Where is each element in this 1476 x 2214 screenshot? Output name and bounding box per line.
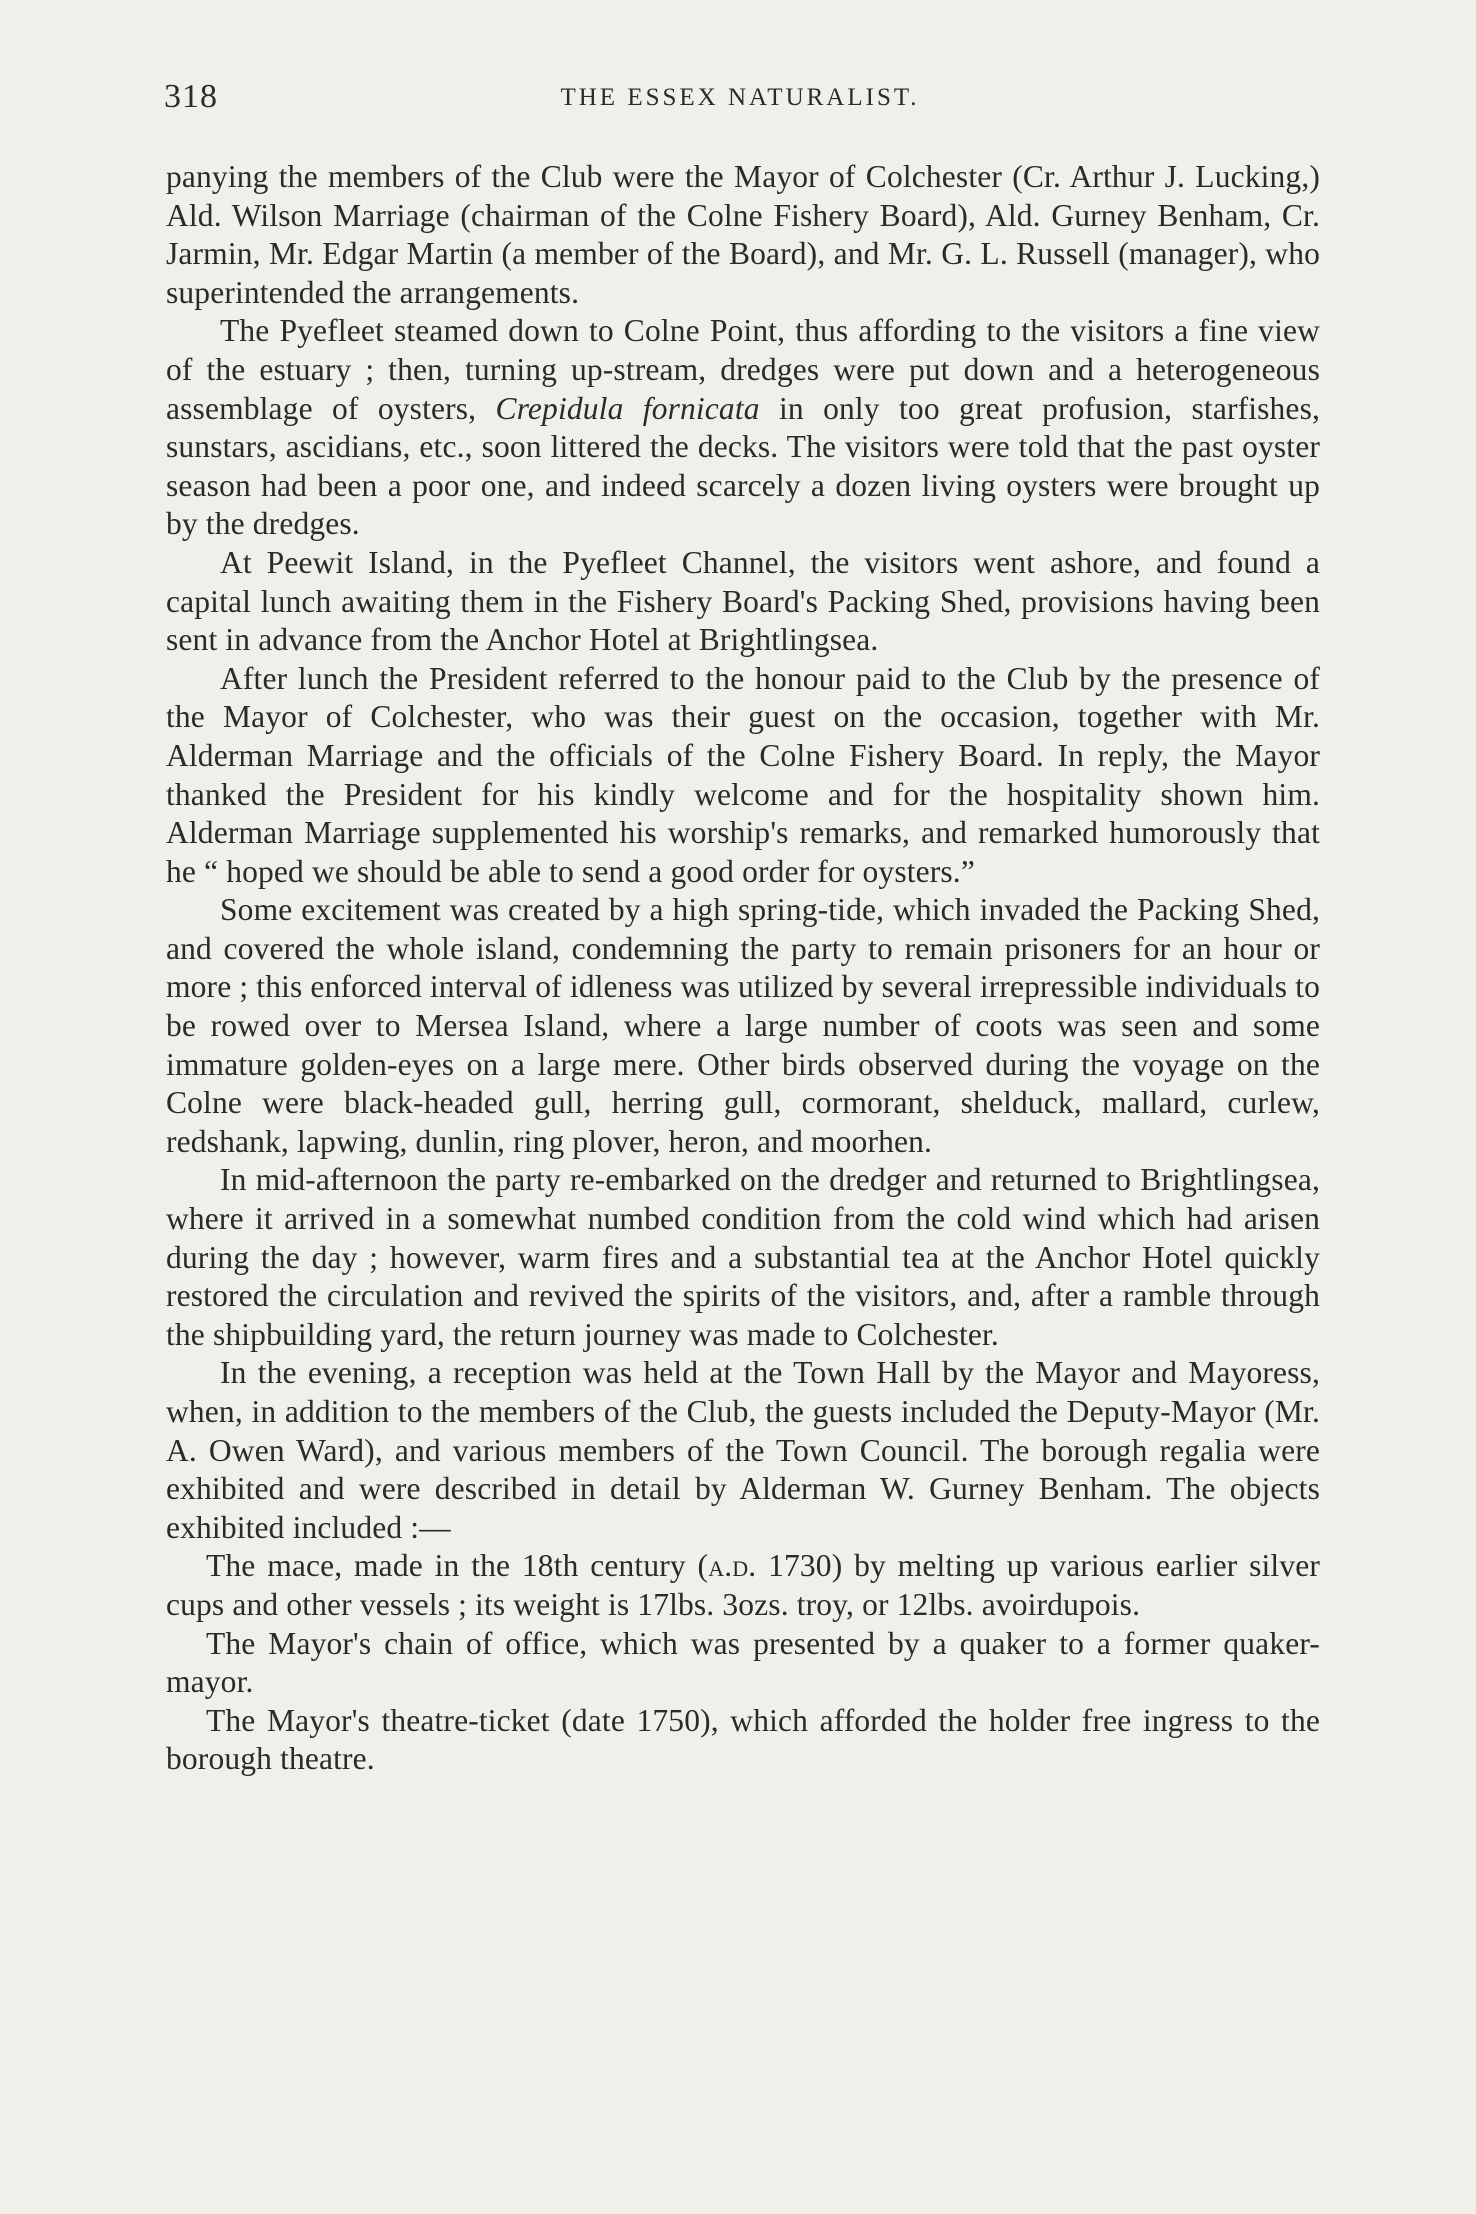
regalia-item-chain: The Mayor's chain of office, which was presented by a quaker to a former quaker-mayor. [166, 1625, 1320, 1700]
paragraph-peewit-island: At Peewit Island, in the Pyefleet Channel, the visitors went ashore, and found a capital lunch awaiting them in the Fishery Board's Packing Shed, provisions having been sent in advance from the Anchor Hotel at Brightlingsea. [166, 544, 1320, 658]
paragraph-pyefleet [166, 312, 1320, 544]
running-head: THE ESSEX NATURALIST. [560, 84, 920, 111]
regalia-item-mace [166, 1547, 1320, 1624]
page-number: 318 [164, 78, 218, 115]
paragraph-reception: In the evening, a reception was held at the Town Hall by the Mayor and Mayoress, when, in addition to the members of the Club, the guests included the Deputy-Mayor (Mr. A. Owen Ward), and various members of the Town Council. The borough regalia were exhibited and were described in detail by Alderman W. Gurney Benham. The objects exhibited included :— [166, 1355, 1320, 1545]
paragraph-text: 1730) by melting up various earlier silver cups and other vessels ; its weight is 17lbs. 3ozs. troy, or 12lbs. avoirdupois. [166, 1548, 1320, 1622]
paragraph-text: The mace, made in the 18th century ( [206, 1548, 709, 1584]
paragraph-after-lunch: After lunch the President referred to the honour paid to the Club by the presence of the Mayor of Colchester, who was their guest on the occasion, together with Mr. Alderman Marriage and the officials of the Colne Fishery Board. In reply, the Mayor thanked the President for his kindly welcome and for the hospitality shown him. Alderman Marriage supplemented his worship's remarks, and remarked humorously that he “ hoped we should be able to send a good order for oysters.” [166, 660, 1320, 889]
paragraph-text: in only too great profusion, starfishes, sunstars, ascidians, etc., soon littered the decks. The visitors were told that the past oyster season had been a poor one, and indeed scarcely a dozen living oysters were brought up by the dredges. [166, 390, 1321, 542]
paragraph-mid-afternoon: In mid-afternoon the party re-embarked on the dredger and returned to Brightlingsea, where it arrived in a somewhat numbed condition from the cold wind which had arisen during the day ; however, warm fires and a substantial tea at the Anchor Hotel quickly restored the circulation and revived the spirits of the visitors, and, after a ramble through the shipbuilding yard, the return journey was made to Colchester. [166, 1162, 1320, 1352]
era-abbreviation: a.d. [708, 1548, 757, 1584]
paragraph-continued: panying the members of the Club were the Mayor of Colchester (Cr. Arthur J. Lucking,) Ald. Wilson Marriage (chairman of the Colne Fishery Board), Ald. Gurney Benham, Cr. Jarmin, Mr. Edgar Martin (a member of the Board), and Mr. G. L. Russell (manager), who superintended the arrangements. [166, 159, 1320, 310]
paragraph-text: The Pyefleet steamed down to Colne Point, thus affording to the visitors a fine view of the estuary ; then, turning up-stream, dredges were put down and a heterogeneous assemblage of oysters, [166, 313, 1320, 426]
page-header [160, 78, 1320, 128]
regalia-item-theatre-ticket: The Mayor's theatre-ticket (date 1750), which afforded the holder free ingress to the borough theatre. [166, 1702, 1320, 1777]
body-text [166, 158, 1320, 1779]
paragraph-spring-tide: Some excitement was created by a high spring-tide, which invaded the Packing Shed, and covered the whole island, condemning the party to remain prisoners for an hour or more ; this enforced interval of idleness was utilized by several irrepressible individuals to be rowed over to Mersea Island, where a large number of coots was seen and some immature golden-eyes on a large mere. Other birds observed during the voyage on the Colne were black-headed gull, herring gull, cormorant, shelduck, mallard, curlew, redshank, lapwing, dunlin, ring plover, heron, and moorhen. [166, 892, 1320, 1159]
species-name: Crepidula fornicata [495, 390, 760, 426]
